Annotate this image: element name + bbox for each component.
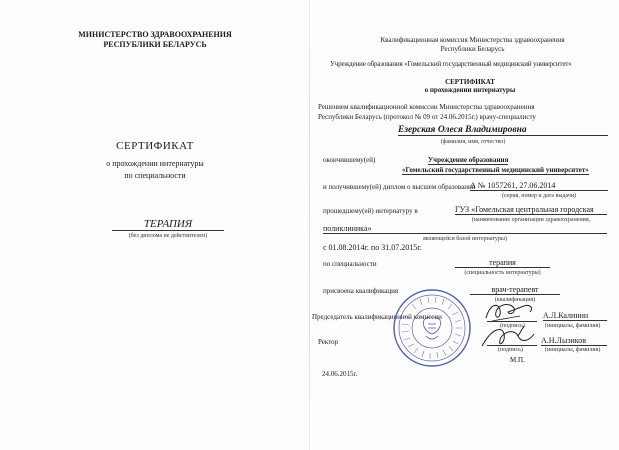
- issue-date: 24.06.2015г.: [322, 370, 358, 378]
- diploma-label: и получившему(ей) диплом о высшем образовании: [323, 183, 476, 191]
- graduated-value2: «Гомельский государственный медицинский университет»: [402, 166, 589, 174]
- rector-sig-caption: (подпись): [498, 347, 523, 353]
- chair-name: А.Л.Калинин: [543, 311, 607, 321]
- diploma-caption: (серия, номер и дата выдачи): [501, 193, 577, 199]
- left-cert-sub2: по специальности: [124, 171, 186, 180]
- mp-label: М.П.: [510, 356, 525, 364]
- internship-caption1: (наименование организации здравоохранения,: [471, 217, 591, 223]
- specialty-caption: (специальность интернатуры): [464, 270, 541, 276]
- holder-name-caption: (фамилия, имя, отчество): [440, 139, 506, 145]
- commission-line1: Квалификационная комиссия Министерства здравоохранения: [380, 36, 565, 44]
- qualification-caption: (квалификация): [494, 297, 536, 303]
- rector-name-caption: (инициалы, фамилия): [545, 347, 601, 353]
- decision-line1: Решением квалификационной комиссии Министерства здравоохранения: [318, 103, 535, 111]
- rector-label: Ректор: [318, 338, 339, 346]
- qualification-value: врач-терапевт: [470, 285, 560, 295]
- chair-name-caption: (инициалы, фамилия): [545, 323, 601, 329]
- chair-label: Председатель квалификационной комиссии: [312, 313, 442, 321]
- right-cert-title: СЕРТИФИКАТ: [445, 78, 495, 86]
- official-stamp: [392, 288, 472, 368]
- institution-line: Учреждение образования «Гомельский государственный медицинский университет»: [330, 60, 572, 68]
- specialty-value: терапия: [455, 258, 550, 268]
- left-cert-title: СЕРТИФИКАТ: [116, 140, 194, 152]
- right-cert-sub: о прохождении интернатуры: [424, 86, 516, 94]
- specialty-label: по специальности: [323, 260, 377, 268]
- period: с 01.08.2014г. по 31.07.2015г.: [323, 243, 422, 252]
- qualification-label: присвоена квалификация: [323, 287, 399, 295]
- internship-caption2: являющейся базой интернатуры): [423, 236, 507, 242]
- left-ministry-line1: МИНИСТЕРСТВО ЗДРАВООХРАНЕНИЯ: [78, 30, 232, 39]
- left-specialty: ТЕРАПИЯ: [112, 218, 224, 231]
- commission-line2: Республики Беларусь: [440, 45, 505, 53]
- left-cert-sub1: о прохождении интернатуры: [106, 159, 204, 168]
- chair-sig-caption: (подпись): [500, 323, 525, 329]
- rector-name: А.Н.Лызиков: [541, 336, 607, 346]
- diploma-value: А № 1057261, 27.06.2014: [470, 181, 608, 191]
- internship-label: прошедшему(ей) интернатуру в: [323, 207, 418, 215]
- page-fold-divider: [309, 0, 310, 450]
- graduated-value1: Учреждение образования: [428, 156, 509, 164]
- left-specialty-caption: (без диплома не действителен): [128, 233, 208, 239]
- holder-name: Езерская Олеся Владимировна: [398, 125, 608, 136]
- decision-line2: Республики Беларусь (протокол № 09 от 24.06.2015г.) врачу-специалисту: [318, 113, 536, 121]
- internship-value1: ГУЗ «Гомельская центральная городская: [455, 205, 607, 215]
- internship-value2: поликлиника»: [323, 224, 607, 234]
- rector-signature: [478, 322, 538, 354]
- left-ministry-line2: РЕСПУБЛИКИ БЕЛАРУСЬ: [103, 40, 207, 49]
- graduated-label: окончившему(ей): [323, 156, 376, 164]
